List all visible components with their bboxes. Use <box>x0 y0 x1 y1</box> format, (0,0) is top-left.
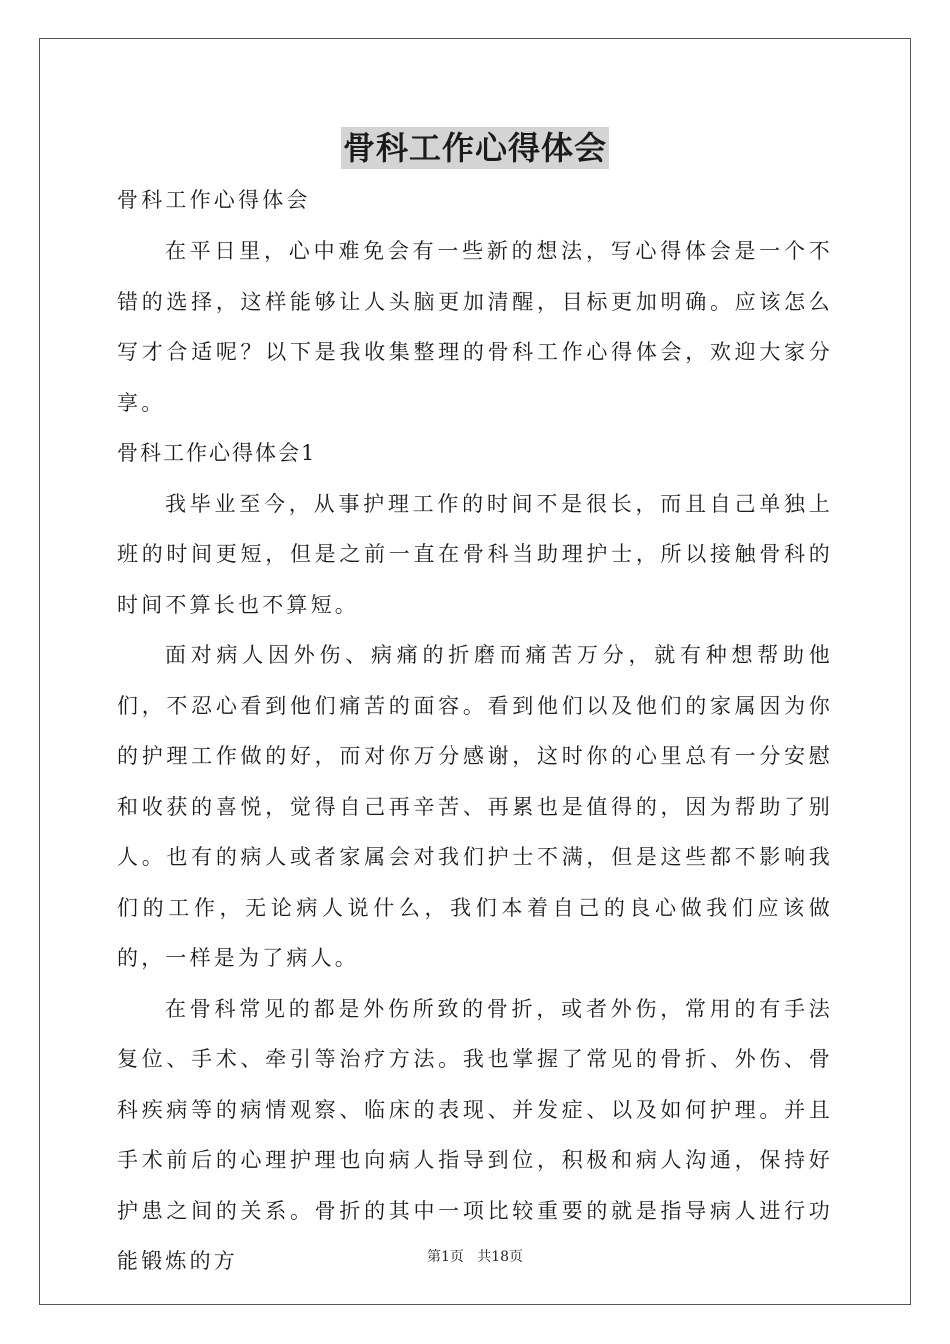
document-body <box>117 180 833 1287</box>
title-wrap <box>0 127 950 169</box>
body-paragraph-2: 面对病人因外伤、病痛的折磨而痛苦万分，就有种想帮助他们，不忍心看到他们痛苦的面容。看到他们以及他们的家属因为你的护理工作做的好，而对你万分感谢，这时你的心里总有一分安慰和收获的喜悦，觉得自己再辛苦、再累也是值得的，因为帮助了别人。也有的病人或者家属会对我们护士不满，但是这些都不影响我们的工作，无论病人说什么，我们本着自己的良心做我们应该做的，一样是为了病人。 <box>117 643 833 970</box>
section-heading: 骨科工作心得体会1 <box>117 441 317 465</box>
body-paragraph-3: 在骨科常见的都是外伤所致的骨折，或者外伤，常用的有手法复位、手术、牵引等治疗方法。我也掌握了常见的骨折、外伤、骨科疾病等的病情观察、临床的表现、并发症、以及如何护理。并且手术前后的心理护理也向病人指导到位，积极和病人沟通，保持好护患之间的关系。骨折的其中一项比较重要的就是指导病人进行功能锻炼的方 <box>117 996 833 1273</box>
body-paragraph-1: 我毕业至今，从事护理工作的时间不是很长，而且自己单独上班的时间更短，但是之前一直在骨科当助理护士，所以接触骨科的时间不算长也不算短。 <box>117 491 833 617</box>
document-title: 骨科工作心得体会 <box>342 129 607 167</box>
intro-paragraph: 在平日里，心中难免会有一些新的想法，写心得体会是一个不错的选择，这样能够让人头脑更加清醒，目标更加明确。应该怎么写才合适呢？以下是我收集整理的骨科工作心得体会，欢迎大家分享。 <box>117 239 833 415</box>
document-subtitle: 骨科工作心得体会 <box>117 188 311 212</box>
page-footer: 第1页 共18页 <box>426 1249 524 1265</box>
